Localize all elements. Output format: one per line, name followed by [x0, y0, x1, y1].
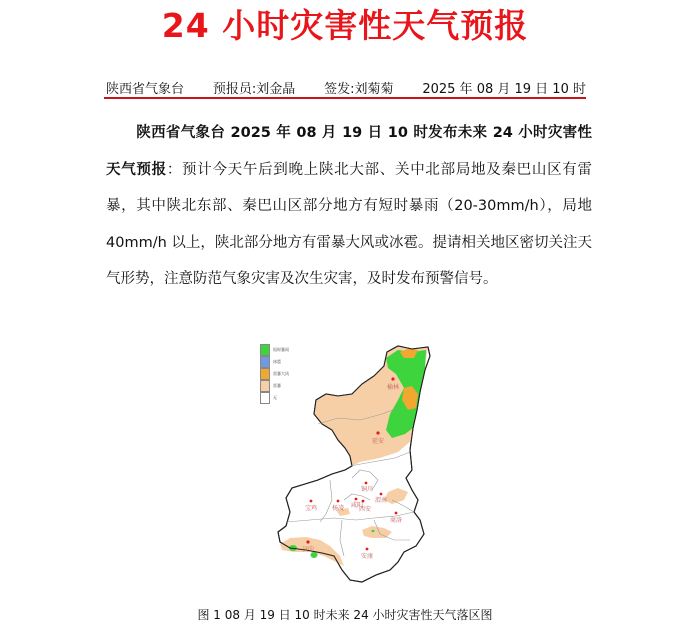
city-label-xianyang: 咸阳 — [351, 502, 364, 509]
city-label-weinan: 渭南 — [375, 497, 388, 504]
forecaster: 预报员:刘金晶 — [212, 81, 296, 97]
forecast-text: ：预计今天午后到晚上陕北大部、关中北部局地及秦巴山区有雷暴，其中陕北东部、秦巴山区部分地方有短时暴雨（20-30mm/h），局地 40mm/h 以上，陕北部分地方有雷暴大风或冰雹。提请相关地区密切关注天气形势，注意防范气象灾害及次生灾害，及时发布预警信号。 — [106, 161, 593, 287]
page-title: 24 小时灾害性天气预报 — [161, 6, 529, 45]
city-dot-shangluo — [395, 512, 398, 515]
legend-swatch-gale — [260, 368, 270, 380]
city-label-ankang: 安康 — [361, 553, 374, 560]
legend-label: 短时暴雨 — [273, 347, 289, 352]
legend-swatch-none — [260, 392, 270, 404]
city-label-yulin: 榆林 — [387, 384, 400, 391]
legend-item-hail — [260, 356, 304, 368]
legend-item-none — [260, 392, 304, 404]
legend-label: 冰雹 — [273, 359, 281, 364]
city-label-yangling: 杨凌 — [332, 505, 345, 512]
legend-swatch-heavy-rain — [260, 344, 270, 356]
city-dot-weinan — [380, 493, 383, 496]
forecast-lead: 陕西省气象台 2025 年 08 月 19 日 10 时发布未来 24 小时灾害性天气预报 — [106, 125, 592, 178]
legend-label: 无 — [273, 395, 277, 400]
city-dot-xian — [362, 500, 365, 503]
signer-name: 刘菊菊 — [354, 81, 394, 97]
city-label-tongchuan: 铜川 — [361, 486, 374, 493]
city-dot-hanzhong — [306, 540, 309, 543]
city-dot-xianyang — [355, 498, 358, 501]
city-label-hanzhong: 汉中 — [302, 546, 315, 553]
city-dot-yulin — [391, 377, 394, 380]
legend-label: 雷暴大风 — [273, 371, 289, 376]
figure-caption: 图 1 08 月 19 日 10 时未来 24 小时灾害性天气落区图 — [197, 608, 493, 622]
city-dot-tongchuan — [365, 482, 368, 485]
city-label-baoji: 宝鸡 — [305, 505, 318, 512]
heavy-rain-patch-3 — [372, 530, 375, 532]
legend-swatch-hail — [260, 356, 270, 368]
signer-label: 签发 — [324, 81, 351, 97]
city-dot-yanan — [376, 431, 379, 434]
legend-label: 雷暴 — [273, 383, 281, 388]
map-legend — [260, 344, 304, 408]
city-dot-ankang — [366, 548, 369, 551]
issuer: 陕西省气象台 — [106, 81, 185, 97]
city-label-xian: 西安 — [359, 506, 372, 513]
forecaster-label: 预报员 — [212, 81, 252, 97]
city-label-shangluo: 商洛 — [390, 517, 403, 524]
legend-item-gale — [260, 368, 304, 380]
legend-swatch-thunderstorm — [260, 380, 270, 392]
signer: 签发:刘菊菊 — [324, 81, 394, 97]
legend-item-heavy-rain — [260, 344, 304, 356]
city-dot-baoji — [310, 500, 313, 503]
city-dot-yangling — [337, 500, 340, 503]
legend-item-thunderstorm — [260, 380, 304, 392]
forecaster-name: 刘金晶 — [256, 81, 296, 97]
city-label-yanan: 延安 — [372, 438, 385, 445]
issue-time: 2025 年 08 月 19 日 10 时 — [422, 81, 586, 97]
